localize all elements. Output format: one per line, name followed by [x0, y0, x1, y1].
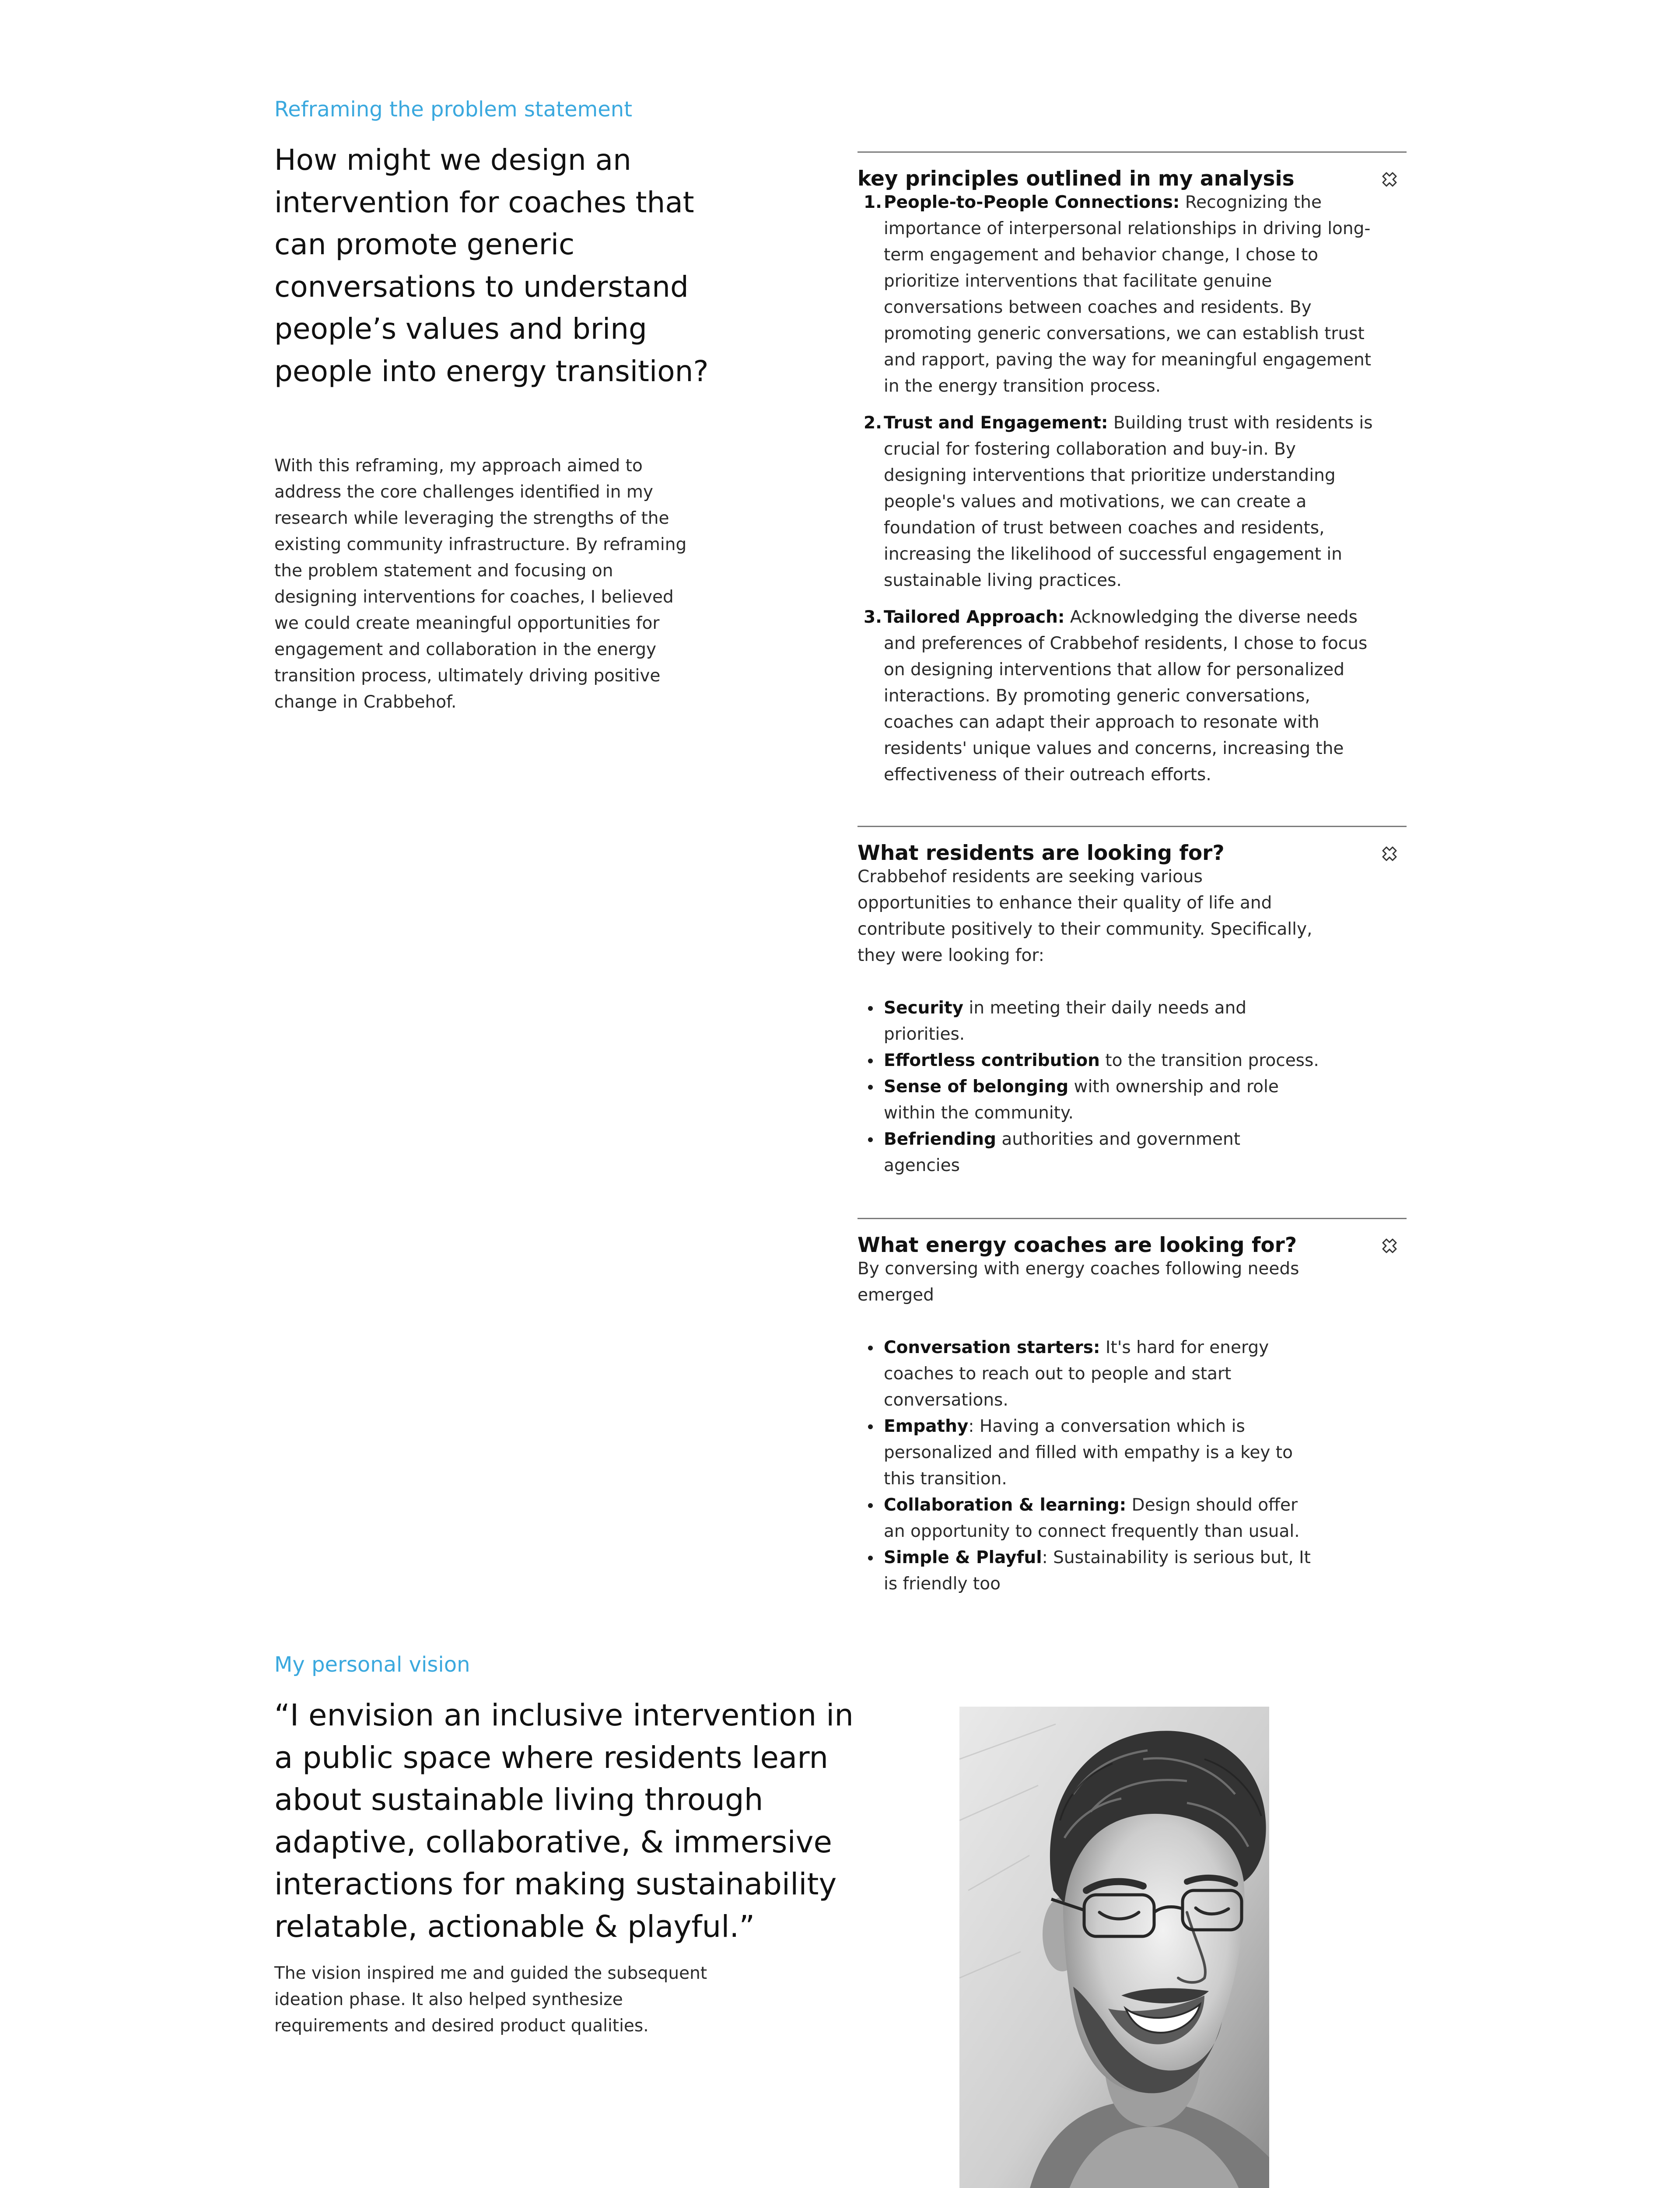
author-portrait-image — [959, 1707, 1269, 2188]
need-term: Sense of belonging — [884, 1077, 1069, 1097]
principle-number: 3. — [864, 607, 882, 627]
accordion-title-residents: What residents are looking for? — [858, 841, 1225, 865]
list-item — [884, 1545, 1321, 1597]
collapse-toggle-icon[interactable] — [1381, 1238, 1398, 1254]
residents-needs-list — [858, 995, 1321, 1179]
principle-item — [864, 189, 1382, 400]
reframing-eyebrow: Reframing the problem statement — [274, 97, 633, 122]
need-term: Empathy — [884, 1417, 969, 1436]
need-term: Befriending — [884, 1129, 996, 1149]
list-item — [884, 995, 1321, 1048]
need-text: : Having a conversation which is personalized and filled with empathy is a key to this transition. — [884, 1417, 1293, 1489]
list-item — [884, 1048, 1321, 1074]
need-term: Conversation starters: — [884, 1338, 1100, 1357]
collapse-toggle-icon[interactable] — [1381, 845, 1398, 862]
accordion-header-principles[interactable] — [858, 153, 1407, 189]
vision-quote: “I envision an inclusive intervention in a public space where residents learn about sustainable living through adaptive, collaborative, & immersive interactions for making sustainability relatable, actionable & playful.” — [274, 1698, 854, 1944]
coaches-needs-list — [858, 1335, 1321, 1597]
reframing-description: With this reframing, my approach aimed to address the core challenges identified in my research while leveraging the strengths of the existing community infrastructure. By reframing the problem statement and focusing on designing interventions for coaches, I believed we could create meaningful opportunities for engagement and collaboration in the energy transition process, ultimately driving positive change in Crabbehof. — [274, 456, 687, 712]
accordion-title-coaches: What energy coaches are looking for? — [858, 1233, 1297, 1257]
principle-term: Tailored Approach: — [884, 607, 1065, 627]
accordion-header-coaches[interactable] — [858, 1219, 1407, 1256]
principle-text: Building trust with residents is crucial for fostering collaboration and buy-in. By designing interventions that prioritize understanding people's values and motivations, we can create a foundation of trust between coaches and residents, increasing the likelihood of successful engagement in sustainable living practices. — [884, 413, 1373, 590]
need-text: authorities and government agencies — [884, 1129, 1241, 1175]
need-text: Design should offer an opportunity to connect frequently than usual. — [884, 1495, 1300, 1541]
list-item — [884, 1335, 1321, 1413]
accordion-panel-principles — [858, 151, 1407, 799]
principle-item — [864, 410, 1382, 594]
principle-term: Trust and Engagement: — [884, 413, 1108, 433]
accordion-panel-coaches — [858, 1218, 1407, 1597]
need-term: Effortless contribution — [884, 1051, 1100, 1070]
list-item — [884, 1126, 1321, 1179]
need-text: in meeting their daily needs and priorities. — [884, 998, 1247, 1044]
accordion-body-principles — [858, 189, 1382, 788]
collapse-toggle-icon[interactable] — [1381, 171, 1398, 188]
need-text: It's hard for energy coaches to reach out to people and start conversations. — [884, 1338, 1269, 1410]
accordion-header-residents[interactable] — [858, 827, 1407, 864]
principle-item — [864, 604, 1382, 788]
accordion-body-residents — [858, 864, 1321, 1179]
accordion-title-principles: key principles outlined in my analysis — [858, 167, 1295, 191]
list-item — [884, 1492, 1321, 1545]
principle-text: Acknowledging the diverse needs and preferences of Crabbehof residents, I chose to focus on designing interventions that allow for personalized interactions. By promoting generic conversations, coaches can adapt their approach to resonate with residents' unique values and concerns, increasing the effectiveness of their outreach efforts. — [884, 607, 1368, 785]
need-term: Simple & Playful — [884, 1548, 1042, 1567]
vision-description: The vision inspired me and guided the subsequent ideation phase. It also helped synthesize requirements and desired product qualities. — [274, 1964, 707, 2036]
need-text: : Sustainability is serious but, It is friendly too — [884, 1548, 1311, 1594]
need-text: to the transition process. — [1099, 1051, 1319, 1070]
need-term: Security — [884, 998, 964, 1018]
problem-statement-heading: How might we design an intervention for coaches that can promote generic conversations to understand people’s values and bring people into energy transition? — [274, 143, 709, 388]
accordion-panel-residents — [858, 826, 1407, 1179]
vision-eyebrow: My personal vision — [274, 1652, 470, 1677]
residents-intro: Crabbehof residents are seeking various opportunities to enhance their quality of life and contribute positively to their community. Specifically, they were looking for: — [858, 867, 1312, 965]
principle-number: 2. — [864, 413, 882, 433]
need-text: with ownership and role within the community. — [884, 1077, 1279, 1123]
list-item — [884, 1074, 1321, 1126]
coaches-intro: By conversing with energy coaches following needs emerged — [858, 1259, 1299, 1305]
accordion-body-coaches — [858, 1256, 1321, 1597]
principles-list — [858, 189, 1382, 788]
principle-term: People-to-People Connections: — [884, 193, 1180, 212]
principle-number: 1. — [864, 193, 882, 212]
principle-text: Recognizing the importance of interpersonal relationships in driving long-term engagement and behavior change, I chose to prioritize interventions that facilitate genuine conversations between coaches and residents. By promoting generic conversations, we can establish trust and rapport, paving the way for meaningful engagement in the energy transition process. — [884, 193, 1372, 396]
list-item — [884, 1413, 1321, 1492]
need-term: Collaboration & learning: — [884, 1495, 1127, 1515]
portrait-sketch — [959, 1707, 1269, 2188]
